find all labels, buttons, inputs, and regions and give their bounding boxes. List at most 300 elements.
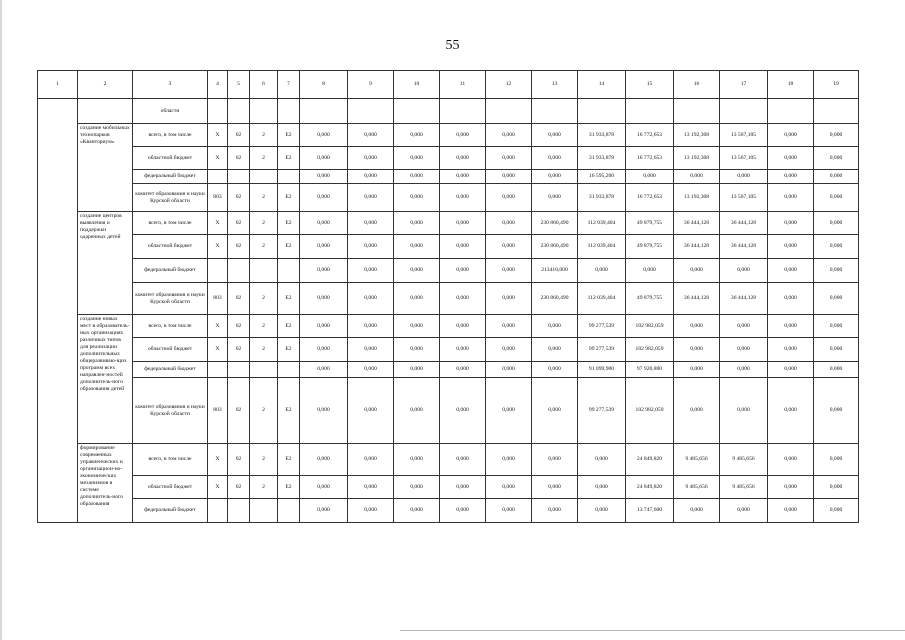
amount-cell: 0,000 xyxy=(814,444,859,476)
code-cell xyxy=(250,170,278,184)
page-number: 55 xyxy=(445,38,460,53)
scan-edge xyxy=(0,0,2,640)
amount-cell: 0,000 xyxy=(348,124,394,147)
code-subsection-cell: 2 xyxy=(250,212,278,235)
value-cell xyxy=(768,99,814,124)
amount-cell: 0,000 xyxy=(348,362,394,378)
funding-source-cell: всего, в том числе xyxy=(133,124,208,147)
amount-cell: 0,000 xyxy=(300,444,348,476)
table-row xyxy=(38,476,859,499)
funding-source-cell: комитет образования и науки Курской области xyxy=(133,378,208,444)
amount-cell: 0,000 xyxy=(300,124,348,147)
amount-cell: 230 860,490 xyxy=(532,235,578,259)
amount-cell: 0,000 xyxy=(486,147,532,170)
amount-cell: 9 485,656 xyxy=(674,444,720,476)
amount-cell: 0,000 xyxy=(394,147,440,170)
amount-cell: 36 444,128 xyxy=(720,212,768,235)
table-row xyxy=(38,212,859,235)
event-name-cell: создание мобильных технопарков «Кванториум» xyxy=(78,124,133,212)
amount-cell: 0,000 xyxy=(300,378,348,444)
code-target-cell: E2 xyxy=(278,212,300,235)
amount-cell: 0,000 xyxy=(532,499,578,523)
amount-cell: 0,000 xyxy=(626,170,674,184)
value-cell xyxy=(300,99,348,124)
amount-cell: 0,000 xyxy=(532,124,578,147)
amount-cell: 0,000 xyxy=(348,476,394,499)
amount-cell: 0,000 xyxy=(348,283,394,315)
amount-cell: 0,000 xyxy=(300,184,348,212)
amount-cell: 0,000 xyxy=(814,147,859,170)
amount-cell: 0,000 xyxy=(768,476,814,499)
amount-cell: 0,000 xyxy=(720,378,768,444)
amount-cell: 0,000 xyxy=(532,476,578,499)
amount-cell: 230 860,490 xyxy=(532,212,578,235)
amount-cell: 0,000 xyxy=(768,235,814,259)
amount-cell: 0,000 xyxy=(440,378,486,444)
amount-cell: 0,000 xyxy=(440,212,486,235)
header-col-3: 3 xyxy=(133,71,208,99)
amount-cell: 0,000 xyxy=(486,499,532,523)
amount-cell: 0,000 xyxy=(486,170,532,184)
amount-cell: 102 982,059 xyxy=(626,378,674,444)
amount-cell: 0,000 xyxy=(768,147,814,170)
value-cell xyxy=(720,99,768,124)
value-cell xyxy=(208,99,228,124)
funding-source-cell: комитет образования и науки Курской области xyxy=(133,184,208,212)
amount-cell: 0,000 xyxy=(486,259,532,283)
amount-cell: 0,000 xyxy=(394,259,440,283)
amount-cell: 112 039,404 xyxy=(578,235,626,259)
code-target-cell: E2 xyxy=(278,315,300,338)
header-col-15: 15 xyxy=(626,71,674,99)
header-col-5: 5 xyxy=(228,71,250,99)
code-grbs-cell: 803 xyxy=(208,378,228,444)
amount-cell: 0,000 xyxy=(720,362,768,378)
code-cell xyxy=(228,170,250,184)
code-cell xyxy=(208,499,228,523)
amount-cell: 0,000 xyxy=(532,315,578,338)
amount-cell: 0,000 xyxy=(348,147,394,170)
code-grbs-cell: X xyxy=(208,476,228,499)
amount-cell: 0,000 xyxy=(348,184,394,212)
code-grbs-cell: X xyxy=(208,212,228,235)
funding-source-cell: комитет образования и науки Курской области xyxy=(133,283,208,315)
source-cell: области xyxy=(133,99,208,124)
amount-cell: 0,000 xyxy=(348,499,394,523)
amount-cell: 0,000 xyxy=(486,212,532,235)
amount-cell: 0,000 xyxy=(578,259,626,283)
amount-cell: 0,000 xyxy=(440,259,486,283)
amount-cell: 0,000 xyxy=(814,235,859,259)
amount-cell: 0,000 xyxy=(814,315,859,338)
amount-cell: 0,000 xyxy=(300,476,348,499)
table-row xyxy=(38,283,859,315)
amount-cell: 0,000 xyxy=(486,124,532,147)
header-col-18: 18 xyxy=(768,71,814,99)
amount-cell: 0,000 xyxy=(768,444,814,476)
table-row xyxy=(38,499,859,523)
code-subsection-cell: 2 xyxy=(250,235,278,259)
amount-cell: 36 444,128 xyxy=(674,235,720,259)
table-row xyxy=(38,147,859,170)
code-grbs-cell: X xyxy=(208,235,228,259)
code-target-cell: E2 xyxy=(278,444,300,476)
amount-cell: 13 567,105 xyxy=(720,184,768,212)
value-cell xyxy=(674,99,720,124)
amount-cell: 0,000 xyxy=(578,476,626,499)
header-col-17: 17 xyxy=(720,71,768,99)
funding-source-cell: областной бюджет xyxy=(133,235,208,259)
header-col-10: 10 xyxy=(394,71,440,99)
amount-cell: 0,000 xyxy=(532,147,578,170)
table-row xyxy=(38,259,859,283)
table-row xyxy=(38,315,859,338)
amount-cell: 0,000 xyxy=(440,170,486,184)
amount-cell: 0,000 xyxy=(300,235,348,259)
amount-cell: 0,000 xyxy=(394,476,440,499)
code-section-cell: 02 xyxy=(228,283,250,315)
code-section-cell: 02 xyxy=(228,212,250,235)
code-cell xyxy=(208,362,228,378)
amount-cell: 0,000 xyxy=(300,315,348,338)
amount-cell: 213410,000 xyxy=(532,259,578,283)
amount-cell: 0,000 xyxy=(394,499,440,523)
code-subsection-cell: 2 xyxy=(250,124,278,147)
amount-cell: 0,000 xyxy=(394,212,440,235)
header-col-13: 13 xyxy=(532,71,578,99)
amount-cell: 13 567,105 xyxy=(720,124,768,147)
budget-table xyxy=(37,70,859,523)
amount-cell: 0,000 xyxy=(814,338,859,362)
amount-cell: 0,000 xyxy=(300,283,348,315)
col-number-cell xyxy=(38,99,78,523)
table-row xyxy=(38,444,859,476)
amount-cell: 16 595,200 xyxy=(578,170,626,184)
amount-cell: 0,000 xyxy=(768,124,814,147)
code-subsection-cell: 2 xyxy=(250,378,278,444)
amount-cell: 99 277,539 xyxy=(578,338,626,362)
amount-cell: 0,000 xyxy=(440,184,486,212)
table-row xyxy=(38,362,859,378)
table-row xyxy=(38,124,859,147)
amount-cell: 16 772,653 xyxy=(626,124,674,147)
code-section-cell: 02 xyxy=(228,338,250,362)
amount-cell: 0,000 xyxy=(348,170,394,184)
amount-cell: 16 772,653 xyxy=(626,184,674,212)
amount-cell: 99 277,539 xyxy=(578,315,626,338)
table-row xyxy=(38,235,859,259)
code-cell xyxy=(278,499,300,523)
amount-cell: 0,000 xyxy=(814,170,859,184)
amount-cell: 0,000 xyxy=(578,444,626,476)
code-section-cell: 02 xyxy=(228,184,250,212)
amount-cell: 13 192,308 xyxy=(674,124,720,147)
amount-cell: 99 277,539 xyxy=(578,378,626,444)
code-section-cell: 02 xyxy=(228,444,250,476)
header-col-6: 6 xyxy=(250,71,278,99)
code-cell xyxy=(228,259,250,283)
amount-cell: 112 039,404 xyxy=(578,283,626,315)
amount-cell: 0,000 xyxy=(532,444,578,476)
header-row xyxy=(38,71,859,99)
amount-cell: 0,000 xyxy=(486,362,532,378)
amount-cell: 0,000 xyxy=(486,315,532,338)
amount-cell: 0,000 xyxy=(394,362,440,378)
code-cell xyxy=(278,362,300,378)
amount-cell: 0,000 xyxy=(486,338,532,362)
code-grbs-cell: X xyxy=(208,315,228,338)
amount-cell: 0,000 xyxy=(532,338,578,362)
amount-cell: 9 485,656 xyxy=(720,444,768,476)
amount-cell: 0,000 xyxy=(768,378,814,444)
amount-cell: 0,000 xyxy=(674,315,720,338)
amount-cell: 0,000 xyxy=(674,338,720,362)
code-cell xyxy=(228,362,250,378)
amount-cell: 0,000 xyxy=(348,212,394,235)
amount-cell: 0,000 xyxy=(814,362,859,378)
amount-cell: 0,000 xyxy=(814,476,859,499)
amount-cell: 0,000 xyxy=(814,499,859,523)
code-subsection-cell: 2 xyxy=(250,315,278,338)
amount-cell: 0,000 xyxy=(768,259,814,283)
header-col-1: 1 xyxy=(38,71,78,99)
amount-cell: 49 879,755 xyxy=(626,212,674,235)
amount-cell: 13 567,105 xyxy=(720,147,768,170)
amount-cell: 0,000 xyxy=(300,362,348,378)
amount-cell: 0,000 xyxy=(440,362,486,378)
amount-cell: 0,000 xyxy=(348,235,394,259)
event-name-cell: формирование современных управленческих и организацион-но-экономических механизмов в системе дополнитель-ного образования xyxy=(78,444,133,523)
amount-cell: 0,000 xyxy=(768,362,814,378)
amount-cell: 0,000 xyxy=(394,444,440,476)
amount-cell: 36 444,128 xyxy=(720,283,768,315)
amount-cell: 0,000 xyxy=(486,378,532,444)
amount-cell: 0,000 xyxy=(768,184,814,212)
amount-cell: 0,000 xyxy=(814,378,859,444)
funding-source-cell: всего, в том числе xyxy=(133,315,208,338)
value-cell xyxy=(278,99,300,124)
value-cell xyxy=(394,99,440,124)
header-col-14: 14 xyxy=(578,71,626,99)
table-row xyxy=(38,184,859,212)
amount-cell: 0,000 xyxy=(814,283,859,315)
code-section-cell: 02 xyxy=(228,378,250,444)
amount-cell: 0,000 xyxy=(300,499,348,523)
amount-cell: 0,000 xyxy=(674,378,720,444)
amount-cell: 102 982,059 xyxy=(626,338,674,362)
header-col-2: 2 xyxy=(78,71,133,99)
code-cell xyxy=(250,362,278,378)
amount-cell: 0,000 xyxy=(300,338,348,362)
code-subsection-cell: 2 xyxy=(250,184,278,212)
amount-cell: 0,000 xyxy=(768,170,814,184)
header-col-4: 4 xyxy=(208,71,228,99)
amount-cell: 0,000 xyxy=(394,184,440,212)
amount-cell: 0,000 xyxy=(348,315,394,338)
header-col-8: 8 xyxy=(300,71,348,99)
amount-cell: 49 879,755 xyxy=(626,235,674,259)
amount-cell: 0,000 xyxy=(768,212,814,235)
code-target-cell: E2 xyxy=(278,124,300,147)
table-row xyxy=(38,170,859,184)
header-col-9: 9 xyxy=(348,71,394,99)
value-cell xyxy=(348,99,394,124)
code-grbs-cell: X xyxy=(208,338,228,362)
amount-cell: 0,000 xyxy=(300,212,348,235)
amount-cell: 0,000 xyxy=(814,184,859,212)
code-cell xyxy=(278,170,300,184)
amount-cell: 36 444,128 xyxy=(720,235,768,259)
header-col-11: 11 xyxy=(440,71,486,99)
funding-source-cell: всего, в том числе xyxy=(133,444,208,476)
amount-cell: 91 099,900 xyxy=(578,362,626,378)
funding-source-cell: областной бюджет xyxy=(133,147,208,170)
amount-cell: 0,000 xyxy=(348,444,394,476)
amount-cell: 49 879,755 xyxy=(626,283,674,315)
amount-cell: 0,000 xyxy=(300,170,348,184)
amount-cell: 0,000 xyxy=(394,124,440,147)
value-cell xyxy=(250,99,278,124)
amount-cell: 0,000 xyxy=(440,338,486,362)
value-cell xyxy=(814,99,859,124)
value-cell xyxy=(486,99,532,124)
amount-cell: 0,000 xyxy=(348,259,394,283)
amount-cell: 0,000 xyxy=(486,184,532,212)
value-cell xyxy=(228,99,250,124)
amount-cell: 0,000 xyxy=(394,315,440,338)
amount-cell: 0,000 xyxy=(578,499,626,523)
code-cell xyxy=(250,499,278,523)
code-cell xyxy=(208,170,228,184)
amount-cell: 0,000 xyxy=(674,499,720,523)
amount-cell: 24 849,820 xyxy=(626,476,674,499)
code-grbs-cell: 803 xyxy=(208,283,228,315)
amount-cell: 230 860,490 xyxy=(532,283,578,315)
code-subsection-cell: 2 xyxy=(250,283,278,315)
table-row xyxy=(38,378,859,444)
code-target-cell: E2 xyxy=(278,283,300,315)
event-cell xyxy=(78,99,133,124)
code-target-cell: E2 xyxy=(278,235,300,259)
amount-cell: 0,000 xyxy=(348,338,394,362)
funding-source-cell: федеральный бюджет xyxy=(133,259,208,283)
amount-cell: 0,000 xyxy=(768,338,814,362)
table-row xyxy=(38,99,859,124)
amount-cell: 0,000 xyxy=(720,499,768,523)
amount-cell: 0,000 xyxy=(440,476,486,499)
amount-cell: 13 192,308 xyxy=(674,184,720,212)
code-grbs-cell: X xyxy=(208,124,228,147)
amount-cell: 0,000 xyxy=(674,362,720,378)
amount-cell: 0,000 xyxy=(440,444,486,476)
code-cell xyxy=(208,259,228,283)
code-target-cell: E2 xyxy=(278,378,300,444)
header-col-12: 12 xyxy=(486,71,532,99)
amount-cell: 0,000 xyxy=(440,315,486,338)
amount-cell: 0,000 xyxy=(720,170,768,184)
code-section-cell: 02 xyxy=(228,235,250,259)
amount-cell: 112 039,404 xyxy=(578,212,626,235)
amount-cell: 102 982,059 xyxy=(626,315,674,338)
amount-cell: 0,000 xyxy=(674,170,720,184)
code-section-cell: 02 xyxy=(228,476,250,499)
amount-cell: 0,000 xyxy=(532,362,578,378)
table-row xyxy=(38,338,859,362)
amount-cell: 36 444,128 xyxy=(674,283,720,315)
amount-cell: 0,000 xyxy=(814,259,859,283)
value-cell xyxy=(532,99,578,124)
amount-cell: 0,000 xyxy=(348,378,394,444)
amount-cell: 0,000 xyxy=(720,315,768,338)
code-target-cell: E2 xyxy=(278,476,300,499)
funding-source-cell: всего, в том числе xyxy=(133,212,208,235)
code-section-cell: 02 xyxy=(228,315,250,338)
amount-cell: 0,000 xyxy=(486,283,532,315)
amount-cell: 0,000 xyxy=(532,378,578,444)
code-grbs-cell: X xyxy=(208,147,228,170)
amount-cell: 0,000 xyxy=(768,499,814,523)
header-col-19: 19 xyxy=(814,71,859,99)
header-col-7: 7 xyxy=(278,71,300,99)
funding-source-cell: областной бюджет xyxy=(133,476,208,499)
amount-cell: 0,000 xyxy=(440,235,486,259)
amount-cell: 97 920,800 xyxy=(626,362,674,378)
amount-cell: 0,000 xyxy=(394,235,440,259)
amount-cell: 24 849,820 xyxy=(626,444,674,476)
amount-cell: 0,000 xyxy=(720,338,768,362)
code-subsection-cell: 2 xyxy=(250,444,278,476)
value-cell xyxy=(626,99,674,124)
code-cell xyxy=(250,259,278,283)
amount-cell: 16 772,653 xyxy=(626,147,674,170)
header-col-16: 16 xyxy=(674,71,720,99)
amount-cell: 0,000 xyxy=(814,124,859,147)
amount-cell: 0,000 xyxy=(440,283,486,315)
amount-cell: 0,000 xyxy=(720,259,768,283)
amount-cell: 0,000 xyxy=(440,124,486,147)
code-target-cell: E2 xyxy=(278,147,300,170)
code-subsection-cell: 2 xyxy=(250,147,278,170)
amount-cell: 0,000 xyxy=(486,444,532,476)
amount-cell: 0,000 xyxy=(814,212,859,235)
amount-cell: 0,000 xyxy=(532,184,578,212)
funding-source-cell: федеральный бюджет xyxy=(133,362,208,378)
amount-cell: 0,000 xyxy=(394,170,440,184)
code-cell xyxy=(278,259,300,283)
code-section-cell: 02 xyxy=(228,147,250,170)
amount-cell: 13 747,600 xyxy=(626,499,674,523)
amount-cell: 9 485,656 xyxy=(674,476,720,499)
amount-cell: 0,000 xyxy=(768,283,814,315)
amount-cell: 0,000 xyxy=(300,147,348,170)
event-name-cell: создание новых мест в образователь-ных организациях различных типов для реализации дополнительных общеразвиваю-щих программ всех направлен-ностей дополнитель-ного образования детей xyxy=(78,315,133,444)
code-cell xyxy=(228,499,250,523)
amount-cell: 0,000 xyxy=(440,499,486,523)
amount-cell: 36 444,128 xyxy=(674,212,720,235)
code-grbs-cell: X xyxy=(208,444,228,476)
amount-cell: 9 485,656 xyxy=(720,476,768,499)
amount-cell: 31 933,878 xyxy=(578,184,626,212)
amount-cell: 0,000 xyxy=(394,338,440,362)
amount-cell: 0,000 xyxy=(394,283,440,315)
amount-cell: 0,000 xyxy=(486,476,532,499)
amount-cell: 31 933,878 xyxy=(578,147,626,170)
funding-source-cell: федеральный бюджет xyxy=(133,499,208,523)
amount-cell: 0,000 xyxy=(394,378,440,444)
funding-source-cell: областной бюджет xyxy=(133,338,208,362)
event-name-cell: создание центров выявления и поддержки одаренных детей xyxy=(78,212,133,315)
value-cell xyxy=(578,99,626,124)
